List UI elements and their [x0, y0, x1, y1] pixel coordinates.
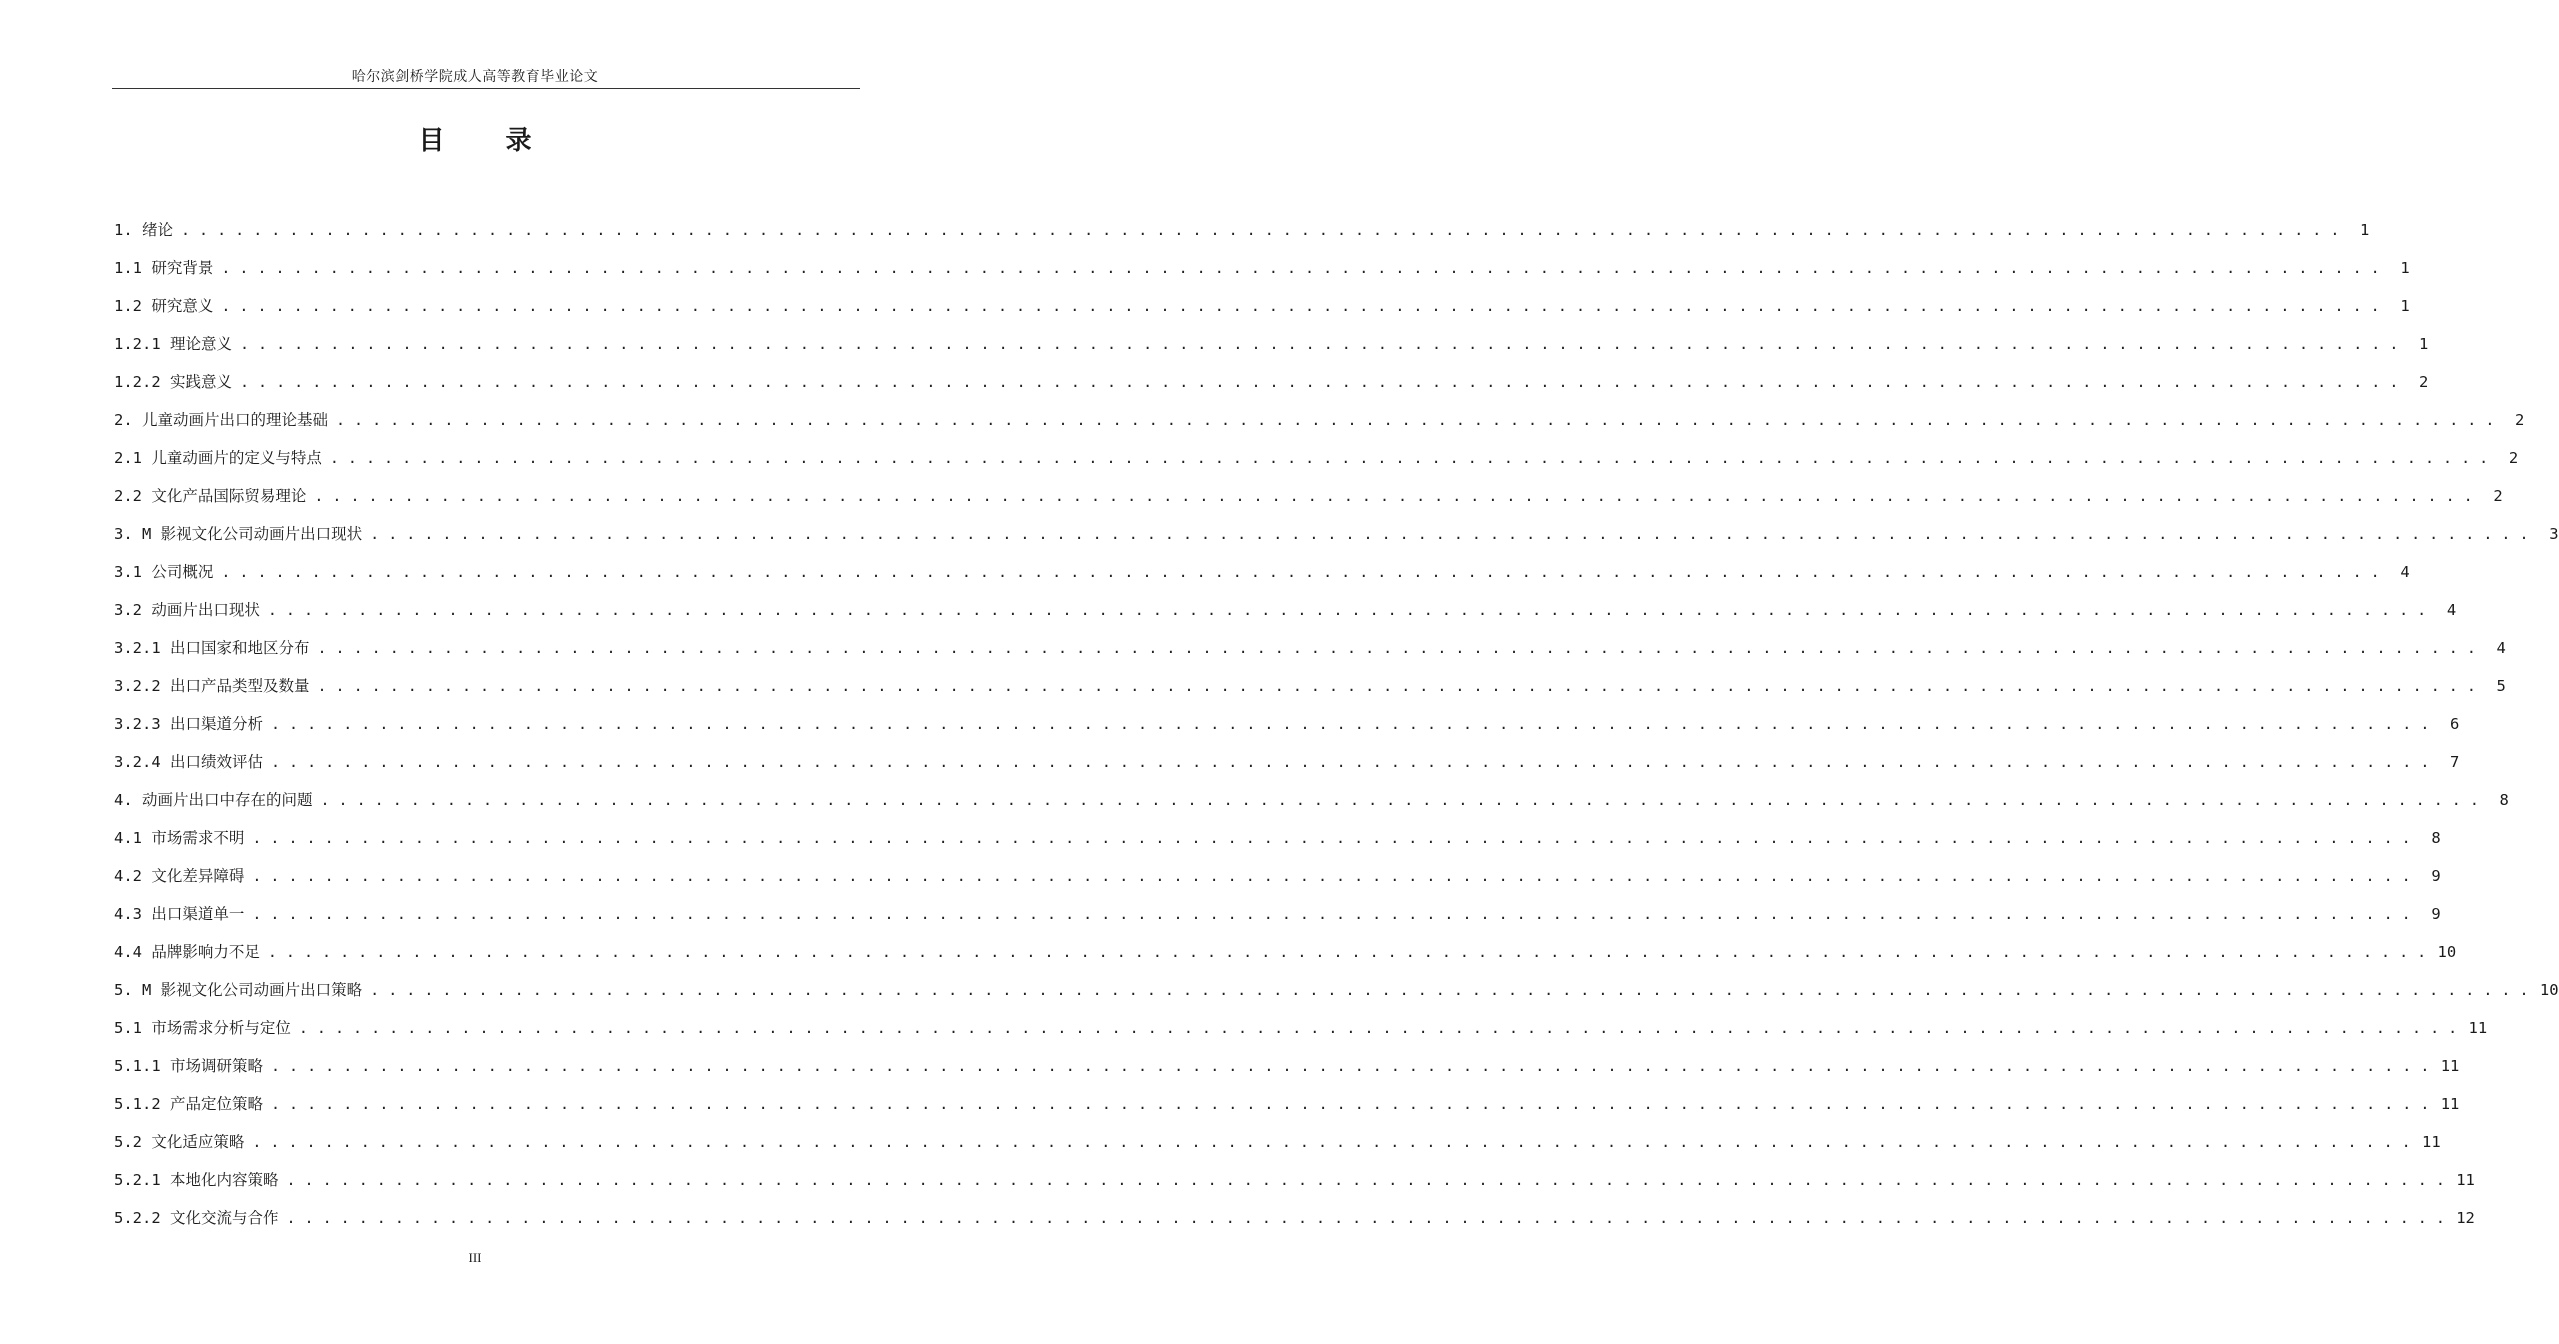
toc-dot-leader: . . . . . . . . . . . . . . . . . . . . . . . . . . . . . . . . . . . . . . . . . . . . . . . . . . . . . . . . . . . . . . . . . . . . . . . . . . . . . . . . . . . . . . . . . . . . . . . . . . . . . . . . . . . . . . . . . . . . . . . . [370, 981, 2529, 999]
toc-entry-page: 1 [2360, 221, 2370, 239]
toc-entry-label: 5.1.2 产品定位策略 [114, 1095, 263, 1113]
toc-entry-label: 5.2.2 文化交流与合作 [114, 1209, 279, 1227]
toc-dot-leader: . . . . . . . . . . . . . . . . . . . . . . . . . . . . . . . . . . . . . . . . . . . . . . . . . . . . . . . . . . . . . . . . . . . . . . . . . . . . . . . . . . . . . . . . . . . . . . . . . . . . . . . . . . . . . . . . . . . . . . . . [221, 259, 2380, 277]
toc-entry[interactable] [114, 439, 2519, 477]
toc-entry[interactable] [114, 743, 2460, 781]
toc-dot-leader: . . . . . . . . . . . . . . . . . . . . . . . . . . . . . . . . . . . . . . . . . . . . . . . . . . . . . . . . . . . . . . . . . . . . . . . . . . . . . . . . . . . . . . . . . . . . . . . . . . . . . . . . . . . . . . . . . . . . . . . . [271, 753, 2430, 771]
toc-entry[interactable] [114, 895, 2441, 933]
toc-entry-page: 8 [2499, 791, 2509, 809]
toc-entry[interactable] [114, 1047, 2460, 1085]
toc-entry-label: 4.2 文化差异障碍 [114, 867, 245, 885]
toc-entry-page: 11 [2468, 1019, 2488, 1037]
toc-entry-label: 5.1 市场需求分析与定位 [114, 1019, 291, 1037]
toc-entry-label: 2.2 文化产品国际贸易理论 [114, 487, 307, 505]
toc-entry-label: 2.1 儿童动画片的定义与特点 [114, 449, 322, 467]
toc-dot-leader: . . . . . . . . . . . . . . . . . . . . . . . . . . . . . . . . . . . . . . . . . . . . . . . . . . . . . . . . . . . . . . . . . . . . . . . . . . . . . . . . . . . . . . . . . . . . . . . . . . . . . . . . . . . . . . . . . . . . . . . . [314, 487, 2473, 505]
toc-entry-label: 5.1.1 市场调研策略 [114, 1057, 263, 1075]
toc-dot-leader: . . . . . . . . . . . . . . . . . . . . . . . . . . . . . . . . . . . . . . . . . . . . . . . . . . . . . . . . . . . . . . . . . . . . . . . . . . . . . . . . . . . . . . . . . . . . . . . . . . . . . . . . . . . . . . . . . . . . . . . . [221, 563, 2380, 581]
toc-entry-page: 2 [2493, 487, 2503, 505]
footer-page-number: III [468, 1250, 482, 1265]
toc-entry-page: 1 [2400, 297, 2410, 315]
toc-entry[interactable] [114, 211, 2370, 249]
toc-dot-leader: . . . . . . . . . . . . . . . . . . . . . . . . . . . . . . . . . . . . . . . . . . . . . . . . . . . . . . . . . . . . . . . . . . . . . . . . . . . . . . . . . . . . . . . . . . . . . . . . . . . . . . . . . . . . . . . . . . . . . . . . [252, 829, 2411, 847]
toc-dot-leader: . . . . . . . . . . . . . . . . . . . . . . . . . . . . . . . . . . . . . . . . . . . . . . . . . . . . . . . . . . . . . . . . . . . . . . . . . . . . . . . . . . . . . . . . . . . . . . . . . . . . . . . . . . . . . . . . . . . . . . . . [298, 1019, 2458, 1037]
toc-entry[interactable] [114, 1199, 2475, 1237]
toc-entry-page: 11 [2440, 1095, 2460, 1113]
toc-entry[interactable] [114, 819, 2441, 857]
toc-entry-page: 1 [2400, 259, 2410, 277]
toc-entry-label: 5.2 文化适应策略 [114, 1133, 245, 1151]
toc-entry-label: 3.2 动画片出口现状 [114, 601, 260, 619]
toc-entry-page: 2 [2508, 449, 2519, 467]
toc-entry[interactable] [114, 971, 2559, 1009]
toc-entry-label: 3.2.4 出口绩效评估 [114, 753, 263, 771]
toc-entry-label: 4.3 出口渠道单一 [114, 905, 245, 923]
toc-entry-page: 11 [2456, 1171, 2475, 1189]
toc-entry[interactable] [114, 249, 2410, 287]
toc-entry-label: 3.1 公司概况 [114, 563, 214, 581]
toc-entry-page: 4 [2446, 601, 2457, 619]
toc-entry[interactable] [114, 857, 2441, 895]
toc-dot-leader: . . . . . . . . . . . . . . . . . . . . . . . . . . . . . . . . . . . . . . . . . . . . . . . . . . . . . . . . . . . . . . . . . . . . . . . . . . . . . . . . . . . . . . . . . . . . . . . . . . . . . . . . . . . . . . . . . . . . . . . . [286, 1209, 2445, 1227]
toc-dot-leader: . . . . . . . . . . . . . . . . . . . . . . . . . . . . . . . . . . . . . . . . . . . . . . . . . . . . . . . . . . . . . . . . . . . . . . . . . . . . . . . . . . . . . . . . . . . . . . . . . . . . . . . . . . . . . . . . . . . . . . . . [240, 335, 2399, 353]
header-divider [112, 88, 860, 89]
toc-title: 目 录 [418, 126, 558, 156]
toc-entry-page: 12 [2456, 1209, 2475, 1227]
toc-entry-label: 2. 儿童动画片出口的理论基础 [114, 411, 328, 429]
toc-entry[interactable] [114, 1161, 2475, 1199]
toc-entry[interactable] [114, 325, 2429, 363]
toc-entry-label: 3.2.2 出口产品类型及数量 [114, 677, 310, 695]
toc-dot-leader: . . . . . . . . . . . . . . . . . . . . . . . . . . . . . . . . . . . . . . . . . . . . . . . . . . . . . . . . . . . . . . . . . . . . . . . . . . . . . . . . . . . . . . . . . . . . . . . . . . . . . . . . . . . . . . . . . . . . . . . . [252, 905, 2411, 923]
toc-entry-page: 5 [2496, 677, 2506, 695]
toc-entry[interactable] [114, 477, 2503, 515]
toc-entry-label: 4.4 品牌影响力不足 [114, 943, 260, 961]
toc-dot-leader: . . . . . . . . . . . . . . . . . . . . . . . . . . . . . . . . . . . . . . . . . . . . . . . . . . . . . . . . . . . . . . . . . . . . . . . . . . . . . . . . . . . . . . . . . . . . . . . . . . . . . . . . . . . . . . . . . . . . . . . . [181, 221, 2340, 239]
toc-entry[interactable] [114, 1009, 2488, 1047]
toc-dot-leader: . . . . . . . . . . . . . . . . . . . . . . . . . . . . . . . . . . . . . . . . . . . . . . . . . . . . . . . . . . . . . . . . . . . . . . . . . . . . . . . . . . . . . . . . . . . . . . . . . . . . . . . . . . . . . . . . . . . . . . . . [267, 943, 2427, 961]
toc-dot-leader: . . . . . . . . . . . . . . . . . . . . . . . . . . . . . . . . . . . . . . . . . . . . . . . . . . . . . . . . . . . . . . . . . . . . . . . . . . . . . . . . . . . . . . . . . . . . . . . . . . . . . . . . . . . . . . . . . . . . . . . . [271, 1057, 2430, 1075]
toc-dot-leader: . . . . . . . . . . . . . . . . . . . . . . . . . . . . . . . . . . . . . . . . . . . . . . . . . . . . . . . . . . . . . . . . . . . . . . . . . . . . . . . . . . . . . . . . . . . . . . . . . . . . . . . . . . . . . . . . . . . . . . . . [317, 639, 2476, 657]
toc-entry-page: 7 [2450, 753, 2460, 771]
toc-dot-leader: . . . . . . . . . . . . . . . . . . . . . . . . . . . . . . . . . . . . . . . . . . . . . . . . . . . . . . . . . . . . . . . . . . . . . . . . . . . . . . . . . . . . . . . . . . . . . . . . . . . . . . . . . . . . . . . . . . . . . . . . [336, 411, 2495, 429]
toc-entry[interactable] [114, 363, 2429, 401]
toc-entry[interactable] [114, 401, 2525, 439]
toc-entry-page: 4 [2496, 639, 2506, 657]
toc-entry-label: 1.2 研究意义 [114, 297, 214, 315]
toc-entry[interactable] [114, 705, 2460, 743]
toc-entry-page: 11 [2422, 1133, 2441, 1151]
toc-entry-page: 8 [2431, 829, 2441, 847]
toc-dot-leader: . . . . . . . . . . . . . . . . . . . . . . . . . . . . . . . . . . . . . . . . . . . . . . . . . . . . . . . . . . . . . . . . . . . . . . . . . . . . . . . . . . . . . . . . . . . . . . . . . . . . . . . . . . . . . . . . . . . . . . . . [286, 1171, 2445, 1189]
toc-entry-label: 1.1 研究背景 [114, 259, 214, 277]
toc-dot-leader: . . . . . . . . . . . . . . . . . . . . . . . . . . . . . . . . . . . . . . . . . . . . . . . . . . . . . . . . . . . . . . . . . . . . . . . . . . . . . . . . . . . . . . . . . . . . . . . . . . . . . . . . . . . . . . . . . . . . . . . . [221, 297, 2380, 315]
toc-dot-leader: . . . . . . . . . . . . . . . . . . . . . . . . . . . . . . . . . . . . . . . . . . . . . . . . . . . . . . . . . . . . . . . . . . . . . . . . . . . . . . . . . . . . . . . . . . . . . . . . . . . . . . . . . . . . . . . . . . . . . . . . [267, 601, 2427, 619]
toc-entry-page: 2 [2515, 411, 2525, 429]
toc-entry-page: 3 [2549, 525, 2559, 543]
toc-entry-page: 9 [2431, 867, 2441, 885]
toc-entry-page: 10 [2539, 981, 2559, 999]
toc-entry-page: 11 [2440, 1057, 2460, 1075]
toc-entry-page: 10 [2437, 943, 2457, 961]
running-header: 哈尔滨剑桥学院成人高等教育毕业论文 [351, 69, 599, 85]
toc-entry-label: 1. 绪论 [114, 221, 173, 239]
toc-dot-leader: . . . . . . . . . . . . . . . . . . . . . . . . . . . . . . . . . . . . . . . . . . . . . . . . . . . . . . . . . . . . . . . . . . . . . . . . . . . . . . . . . . . . . . . . . . . . . . . . . . . . . . . . . . . . . . . . . . . . . . . . [252, 1133, 2411, 1151]
toc-dot-leader: . . . . . . . . . . . . . . . . . . . . . . . . . . . . . . . . . . . . . . . . . . . . . . . . . . . . . . . . . . . . . . . . . . . . . . . . . . . . . . . . . . . . . . . . . . . . . . . . . . . . . . . . . . . . . . . . . . . . . . . . [320, 791, 2479, 809]
toc-entry[interactable] [114, 1123, 2441, 1161]
toc-entry[interactable] [114, 515, 2559, 553]
toc-entry[interactable] [114, 667, 2506, 705]
toc-dot-leader: . . . . . . . . . . . . . . . . . . . . . . . . . . . . . . . . . . . . . . . . . . . . . . . . . . . . . . . . . . . . . . . . . . . . . . . . . . . . . . . . . . . . . . . . . . . . . . . . . . . . . . . . . . . . . . . . . . . . . . . . [317, 677, 2476, 695]
toc-entry-label: 5.2.1 本地化内容策略 [114, 1171, 279, 1189]
toc-entry[interactable] [114, 781, 2509, 819]
toc-entry-label: 5. M 影视文化公司动画片出口策略 [114, 981, 363, 999]
toc-entry-page: 4 [2400, 563, 2410, 581]
toc-list [114, 211, 2559, 1237]
toc-entry-label: 1.2.1 理论意义 [114, 335, 232, 353]
toc-entry[interactable] [114, 933, 2457, 971]
toc-dot-leader: . . . . . . . . . . . . . . . . . . . . . . . . . . . . . . . . . . . . . . . . . . . . . . . . . . . . . . . . . . . . . . . . . . . . . . . . . . . . . . . . . . . . . . . . . . . . . . . . . . . . . . . . . . . . . . . . . . . . . . . . [329, 449, 2489, 467]
toc-dot-leader: . . . . . . . . . . . . . . . . . . . . . . . . . . . . . . . . . . . . . . . . . . . . . . . . . . . . . . . . . . . . . . . . . . . . . . . . . . . . . . . . . . . . . . . . . . . . . . . . . . . . . . . . . . . . . . . . . . . . . . . . [271, 715, 2430, 733]
toc-dot-leader: . . . . . . . . . . . . . . . . . . . . . . . . . . . . . . . . . . . . . . . . . . . . . . . . . . . . . . . . . . . . . . . . . . . . . . . . . . . . . . . . . . . . . . . . . . . . . . . . . . . . . . . . . . . . . . . . . . . . . . . . [271, 1095, 2430, 1113]
toc-entry[interactable] [114, 629, 2506, 667]
toc-entry-label: 3.2.3 出口渠道分析 [114, 715, 263, 733]
toc-entry-label: 1.2.2 实践意义 [114, 373, 232, 391]
toc-entry[interactable] [114, 591, 2457, 629]
toc-entry-label: 3. M 影视文化公司动画片出口现状 [114, 525, 363, 543]
toc-entry-page: 1 [2419, 335, 2429, 353]
toc-entry-page: 9 [2431, 905, 2441, 923]
toc-entry-page: 6 [2450, 715, 2460, 733]
toc-entry[interactable] [114, 553, 2410, 591]
toc-entry[interactable] [114, 287, 2410, 325]
toc-dot-leader: . . . . . . . . . . . . . . . . . . . . . . . . . . . . . . . . . . . . . . . . . . . . . . . . . . . . . . . . . . . . . . . . . . . . . . . . . . . . . . . . . . . . . . . . . . . . . . . . . . . . . . . . . . . . . . . . . . . . . . . . [240, 373, 2399, 391]
toc-dot-leader: . . . . . . . . . . . . . . . . . . . . . . . . . . . . . . . . . . . . . . . . . . . . . . . . . . . . . . . . . . . . . . . . . . . . . . . . . . . . . . . . . . . . . . . . . . . . . . . . . . . . . . . . . . . . . . . . . . . . . . . . [252, 867, 2411, 885]
toc-dot-leader: . . . . . . . . . . . . . . . . . . . . . . . . . . . . . . . . . . . . . . . . . . . . . . . . . . . . . . . . . . . . . . . . . . . . . . . . . . . . . . . . . . . . . . . . . . . . . . . . . . . . . . . . . . . . . . . . . . . . . . . . [370, 525, 2529, 543]
toc-entry-label: 4.1 市场需求不明 [114, 829, 245, 847]
toc-entry-label: 4. 动画片出口中存在的问题 [114, 791, 313, 809]
toc-entry[interactable] [114, 1085, 2460, 1123]
toc-entry-label: 3.2.1 出口国家和地区分布 [114, 639, 310, 657]
toc-entry-page: 2 [2419, 373, 2429, 391]
